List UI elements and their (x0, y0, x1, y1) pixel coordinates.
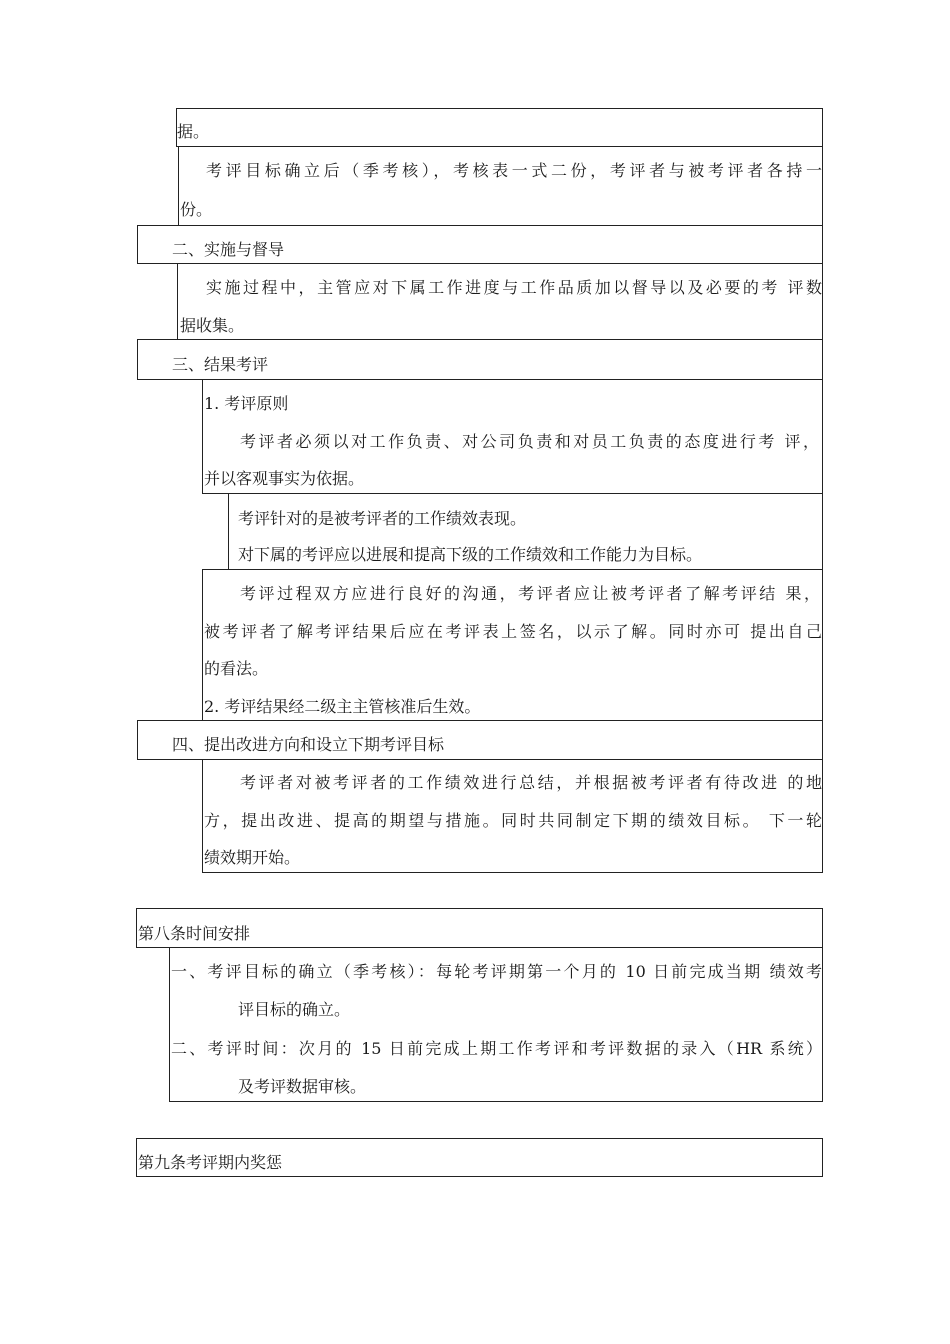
target-text: 考评针对的是被考评者的工作绩效表现。 (238, 509, 527, 528)
impl-text-line2: 据收集。 (180, 316, 245, 335)
row-copies (178, 146, 823, 226)
goal-text: 对下属的考评应以进展和提高下级的工作绩效和工作能力为目标。 (238, 545, 703, 564)
row-data-end (176, 108, 823, 147)
result-heading: 三、结果考评 (172, 355, 269, 374)
principle-title: 1. 考评原则 (204, 394, 289, 413)
data-end-text: 据。 (177, 122, 210, 141)
impl-heading: 二、实施与督导 (172, 240, 285, 259)
section-9-title: 第九条考评期内奖惩 (138, 1153, 283, 1172)
principle-text-line2: 并以客观事实为依据。 (204, 469, 365, 488)
improve-text-line1: 考评者对被考评者的工作绩效进行总结，并根据被考评者有待改进 的地 (240, 773, 822, 792)
row-impl-body (177, 263, 823, 340)
section-8-item1-line1: 一、考评目标的确立（季考核）：每轮考评期第一个月的 10 日前完成当期 绩效考 (171, 962, 822, 981)
communication-text-line2: 被考评者了解考评结果后应在考评表上签名，以示了解。同时亦可 提出自己 (204, 622, 822, 641)
principle-text-line1: 考评者必须以对工作负责、对公司负责和对员工负责的态度进行考 评， (240, 432, 819, 451)
effect-text: 2. 考评结果经二级主主管核准后生效。 (204, 697, 481, 716)
impl-text-line1: 实施过程中，主管应对下属工作进度与工作品质加以督导以及必要的考 评数 (206, 278, 822, 297)
section-8-title: 第八条时间安排 (138, 924, 251, 943)
communication-text-line3: 的看法。 (204, 659, 269, 678)
improve-text-line2: 方，提出改进、提高的期望与措施。同时共同制定下期的绩效目标。 下一轮 (204, 811, 822, 830)
section-8-item1-line2: 评目标的确立。 (238, 1000, 351, 1019)
section-8-item2-line1: 二、考评时间：次月的 15 日前完成上期工作考评和考评数据的录入（HR 系统） (171, 1039, 822, 1058)
improve-heading: 四、提出改进方向和设立下期考评目标 (172, 735, 445, 754)
improve-text-line3: 绩效期开始。 (204, 848, 301, 867)
communication-text-line1: 考评过程双方应进行良好的沟通，考评者应让被考评者了解考评结 果， (240, 584, 820, 603)
copies-text-line2: 份。 (180, 200, 213, 219)
copies-text-line1: 考评目标确立后（季考核），考核表一式二份，考评者与被考评者各持一 (206, 161, 822, 180)
section-8-item2-line2: 及考评数据审核。 (238, 1077, 367, 1096)
